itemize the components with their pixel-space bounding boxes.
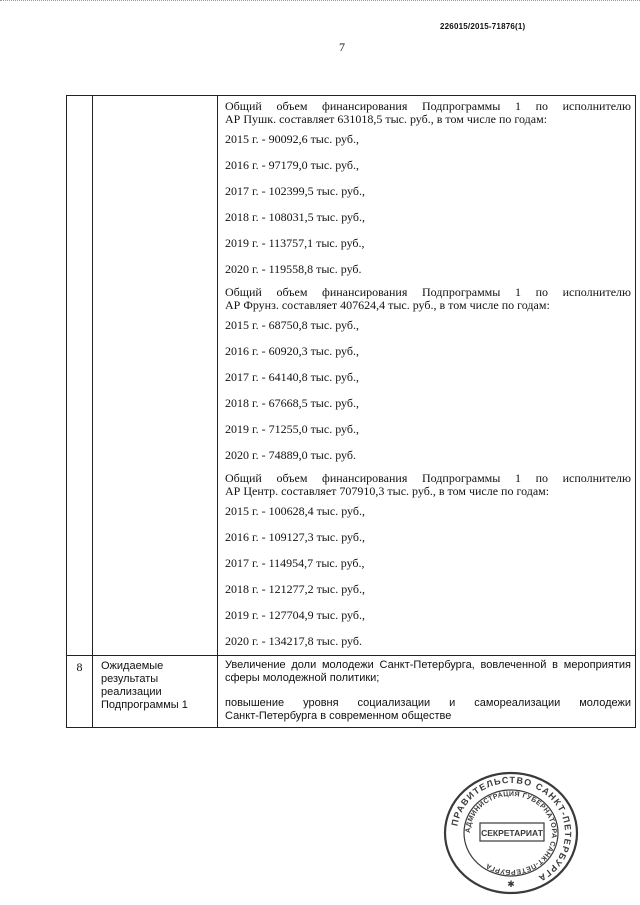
table-row-expected-results xyxy=(67,656,636,728)
document-number: 226015/2015-71876(1) xyxy=(440,22,526,31)
year-line: 2018 г. - 67668,5 тыс. руб., xyxy=(225,396,359,410)
year-line: 2019 г. - 127704,9 тыс. руб., xyxy=(225,608,365,622)
stamp-inner-text: АДМИНИСТРАЦИЯ ГУБЕРНАТОРА САНКТ-ПЕТЕРБУРГА xyxy=(464,790,558,876)
passport-table xyxy=(66,95,636,728)
table-row-financing xyxy=(67,96,636,656)
financing-intro-ap-centr: Общий объем финансирования Подпрограммы 1 по исполнителю АР Центр. составляет 707910,3 тыс. руб., в том числе по годам: xyxy=(225,471,631,498)
cell-row-label xyxy=(93,96,218,656)
year-line: 2016 г. - 97179,0 тыс. руб., xyxy=(225,158,359,172)
top-border xyxy=(0,0,640,1)
row-number: 8 xyxy=(67,656,93,728)
page-number: 7 xyxy=(339,40,345,54)
year-line: 2015 г. - 68750,8 тыс. руб., xyxy=(225,318,359,332)
year-line: 2019 г. - 113757,1 тыс. руб., xyxy=(225,236,365,250)
year-line: 2019 г. - 71255,0 тыс. руб., xyxy=(225,422,359,436)
result-item: повышение уровня социализации и самореализации молодежи Санкт-Петербурга в современном обществе xyxy=(225,697,631,722)
year-line: 2018 г. - 108031,5 тыс. руб., xyxy=(225,210,365,224)
year-line: 2016 г. - 109127,3 тыс. руб., xyxy=(225,530,365,544)
financing-intro-ap-pushk: Общий объем финансирования Подпрограммы 1 по исполнителю АР Пушк. составляет 631018,5 тыс. руб., в том числе по годам: xyxy=(225,99,631,126)
stamp-star-icon: ✱ xyxy=(507,879,515,889)
year-line: 2020 г. - 119558,8 тыс. руб. xyxy=(225,262,362,276)
year-line: 2016 г. - 60920,3 тыс. руб., xyxy=(225,344,359,358)
cell-row-number xyxy=(67,96,93,656)
result-item: Увеличение доли молодежи Санкт-Петербурга, вовлеченной в мероприятия сферы молодежной политики; xyxy=(225,659,631,684)
row-label: Ожидаемые результаты реализации Подпрограммы 1 xyxy=(93,656,218,728)
stamp-center-text: СЕКРЕТАРИАТ xyxy=(481,828,543,838)
year-line: 2020 г. - 134217,8 тыс. руб. xyxy=(225,634,362,648)
cell-financing-content xyxy=(218,96,636,656)
financing-intro-ap-frunz: Общий объем финансирования Подпрограммы 1 по исполнителю АР Фрунз. составляет 407624,4 тыс. руб., в том числе по годам: xyxy=(225,285,631,312)
year-line: 2017 г. - 102399,5 тыс. руб., xyxy=(225,184,365,198)
stamp-outer-text: ПРАВИТЕЛЬСТВО САНКТ-ПЕТЕРБУРГА xyxy=(449,774,574,884)
year-line: 2015 г. - 90092,6 тыс. руб., xyxy=(225,132,359,146)
official-stamp xyxy=(432,771,590,895)
year-line: 2017 г. - 114954,7 тыс. руб., xyxy=(225,556,365,570)
year-line: 2018 г. - 121277,2 тыс. руб., xyxy=(225,582,365,596)
stamp-seal-icon xyxy=(432,771,590,895)
year-line: 2017 г. - 64140,8 тыс. руб., xyxy=(225,370,359,384)
year-line: 2015 г. - 100628,4 тыс. руб., xyxy=(225,504,365,518)
year-line: 2020 г. - 74889,0 тыс. руб. xyxy=(225,448,356,462)
cell-results-content xyxy=(218,656,636,728)
